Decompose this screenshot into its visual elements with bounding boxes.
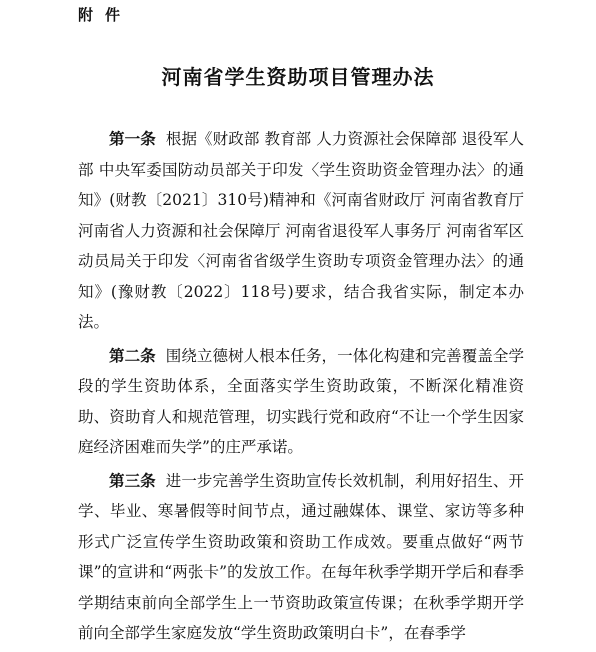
article-2-text: 围绕立德树人根本任务，一体化构建和完善覆盖全学段的学生资助体系，全面落实学生资助政策，不断深化精准资助、资助育人和规范管理，切实践行党和政府“不让一个学生因家庭经济困难而失学”的庄严承诺。 [78, 346, 524, 456]
article-3-label: 第三条 [109, 471, 156, 490]
article-2 [78, 341, 524, 463]
article-1 [78, 124, 524, 338]
article-3-gap [156, 472, 166, 490]
article-1-gap [156, 130, 166, 148]
document-title: 河南省学生资助项目管理办法 [161, 65, 435, 89]
article-1-label: 第一条 [109, 130, 156, 148]
article-3 [78, 466, 524, 649]
article-2-label: 第二条 [109, 346, 156, 365]
article-2-gap [156, 347, 166, 365]
article-list [78, 124, 524, 652]
article-1-text: 根据《财政部 教育部 人力资源社会保障部 退役军人部 中央军委国防动员部关于印发〈学生资助资金管理办法〉的通知》(财教〔2021〕310号)精神和《河南省财政厅 河南省教育厅 河南省人力资源和社会保障厅 河南省退役军人事务厅 河南省军区动员局关于印发〈河南省省级学生资助专项资金管理办法〉的通知》(豫财教〔2022〕118号)要求，结合我省实际，制定本办法。 [78, 130, 524, 331]
attachment-label: 附件 [78, 6, 133, 24]
article-3-text: 进一步完善学生资助宣传长效机制，利用好招生、开学、毕业、寒暑假等时间节点，通过融媒体、课堂、家访等多种形式广泛宣传学生资助政策和资助工作成效。要重点做好“两节课”的宣讲和“两张卡”的发放工作。在每年秋季学期开学后和春季学期结束前向全部学生上一节资助政策宣传课；在秋季学期开学前向全部学生家庭发放“学生资助政策明白卡”，在春季学 [78, 471, 524, 642]
